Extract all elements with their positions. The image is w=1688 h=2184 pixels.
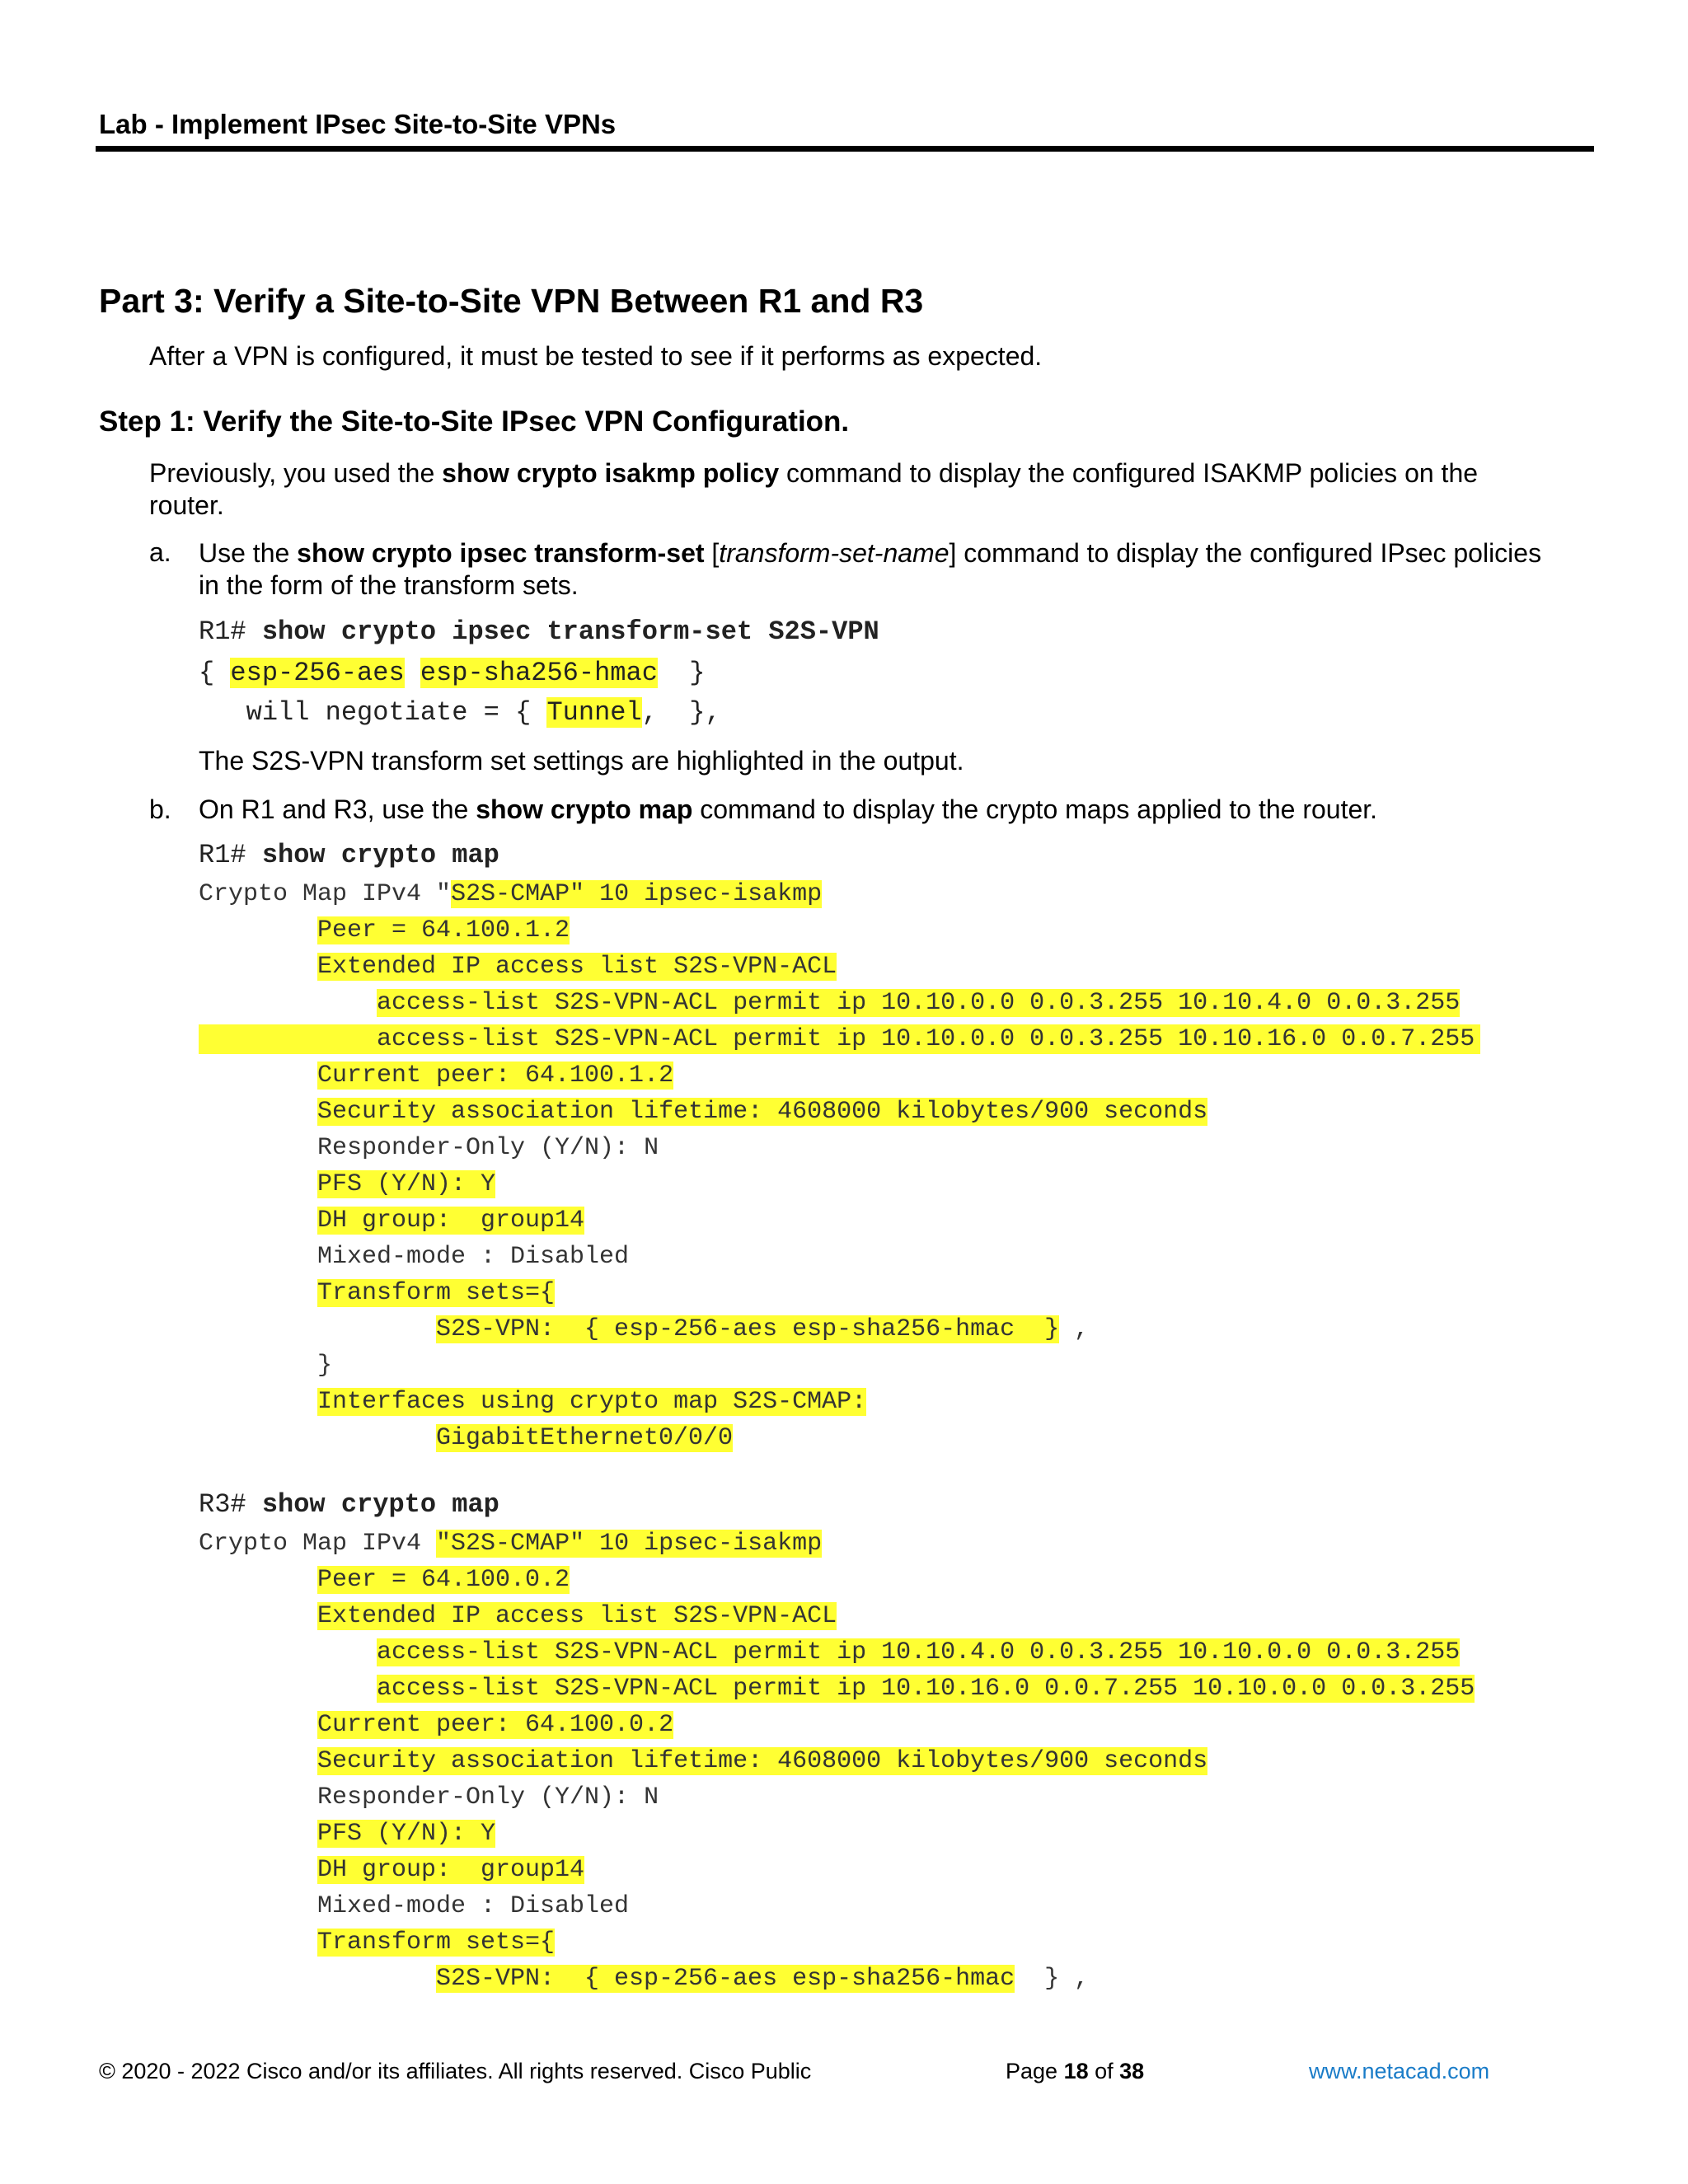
part-title: Part 3: Verify a Site-to-Site VPN Between R1 and R3 [99, 282, 924, 320]
highlight-acl-title: Extended IP access list S2S-VPN-ACL [317, 1602, 837, 1630]
highlight-peer: Peer = 64.100.0.2 [317, 1566, 570, 1594]
page-current: 18 [1063, 2059, 1089, 2083]
r1-mixed-line: Mixed-mode : Disabled [317, 1243, 630, 1271]
r1-cli-command [199, 840, 499, 870]
highlight-acl-entry: access-list S2S-VPN-ACL permit ip 10.10.4.0 0.0.3.255 10.10.0.0 0.0.3.255 [377, 1638, 1461, 1666]
r3-peer-line [317, 1566, 570, 1594]
cli-command: show crypto map [261, 840, 499, 870]
item-a-pre: Use the [199, 538, 298, 568]
highlight-dh: DH group: group14 [317, 1856, 585, 1884]
page-total: 38 [1119, 2059, 1145, 2083]
item-a-note: The S2S-VPN transform set settings are highlighted in the output. [199, 746, 964, 776]
footer-copyright: © 2020 - 2022 Cisco and/or its affiliates. All rights reserved. Cisco Public [99, 2059, 812, 2083]
highlight-current-peer: Current peer: 64.100.0.2 [317, 1711, 674, 1739]
r1-lifetime-line [317, 1098, 1207, 1126]
r1-crypto-map-line [199, 880, 822, 908]
footer-page-number [1006, 2059, 1144, 2084]
cli-prompt: R1# [199, 616, 262, 647]
item-b-pre: On R1 and R3, use the [199, 794, 476, 824]
cli-output-text: } , [1015, 1965, 1090, 1993]
highlight-esp-sha: esp-sha256-hmac [420, 658, 658, 688]
highlight-esp-aes: esp-256-aes [230, 658, 405, 688]
cli-output-text: Crypto Map IPv4 " [199, 880, 452, 908]
cli-output-text: , [1059, 1315, 1090, 1343]
item-a-cmd: show crypto ipsec transform-set [297, 538, 705, 568]
highlight-lifetime: Security association lifetime: 4608000 kilobytes/900 seconds [317, 1098, 1208, 1126]
highlight-lifetime: Security association lifetime: 4608000 kilobytes/900 seconds [317, 1747, 1208, 1775]
cli-command-transform-set [199, 616, 879, 647]
r3-responder-line: Responder-Only (Y/N): N [317, 1783, 659, 1811]
r3-tsets-line [317, 1929, 555, 1957]
highlight-tunnel: Tunnel [546, 697, 642, 728]
r1-pfs-line [317, 1170, 495, 1198]
highlight-crypto-map: "S2S-CMAP" 10 ipsec-isakmp [436, 1530, 823, 1558]
page-label: Page [1006, 2059, 1064, 2083]
highlight-ifaces: Interfaces using crypto map S2S-CMAP: [317, 1388, 867, 1416]
r1-ifaces-line [317, 1388, 866, 1416]
r3-dh-line [317, 1856, 584, 1884]
r3-crypto-map-line [199, 1530, 822, 1558]
r3-current-peer-line [317, 1711, 673, 1739]
highlight-acl-entry: access-list S2S-VPN-ACL permit ip 10.10.16.0 0.0.7.255 10.10.0.0 0.0.3.255 [377, 1675, 1475, 1703]
r1-iface-line [436, 1424, 733, 1452]
r1-peer-line [317, 916, 570, 944]
cli-command: show crypto map [261, 1489, 499, 1520]
cli-prompt: R1# [199, 840, 262, 870]
page-of: of [1088, 2059, 1120, 2083]
step-intro-pre: Previously, you used the [149, 458, 443, 488]
footer-link[interactable]: www.netacad.com [1309, 2059, 1490, 2083]
header-rule [96, 146, 1594, 152]
highlight-acl-entry: access-list S2S-VPN-ACL permit ip 10.10.0.0 0.0.3.255 10.10.4.0 0.0.3.255 [377, 989, 1461, 1017]
item-a-post: ] command to display the configured IPsec policies in the form of the transform sets. [199, 538, 1542, 600]
cli-prompt: R3# [199, 1489, 262, 1520]
r3-acl-entry-1 [377, 1638, 1460, 1666]
highlight-tset-entry: S2S-VPN: { esp-256-aes esp-sha256-hmac } [436, 1315, 1060, 1343]
highlight-pfs: PFS (Y/N): Y [317, 1170, 496, 1198]
r1-current-peer-line [317, 1062, 673, 1090]
highlight-tsets: Transform sets={ [317, 1279, 556, 1307]
highlight-iface: GigabitEthernet0/0/0 [436, 1424, 734, 1452]
highlight-current-peer: Current peer: 64.100.1.2 [317, 1062, 674, 1090]
step-intro-cmd: show crypto isakmp policy [442, 458, 780, 488]
item-a-text [199, 537, 1567, 602]
r3-mixed-line: Mixed-mode : Disabled [317, 1892, 630, 1920]
header-title: Lab - Implement IPsec Site-to-Site VPNs [99, 109, 617, 139]
highlight-dh: DH group: group14 [317, 1207, 585, 1235]
item-b-text [199, 794, 1377, 825]
r1-acl-entry-2 [377, 1025, 1475, 1053]
cli-output-text: Crypto Map IPv4 [199, 1530, 437, 1558]
cli-output-negotiate-line [199, 697, 721, 728]
cli-output-text: } [657, 658, 706, 688]
step-intro-post: command to display the configured ISAKMP policies on the router. [149, 458, 1479, 520]
step-intro [149, 457, 1550, 522]
item-b-marker: b. [149, 794, 171, 824]
r1-tsets-line [317, 1279, 555, 1307]
item-b-post: command to display the crypto maps applied to the router. [692, 794, 1378, 824]
cli-output-text: will negotiate = { [199, 697, 547, 728]
r1-tset-entry-line [436, 1315, 1089, 1343]
cli-output-text: , }, [641, 697, 721, 728]
highlight-tsets: Transform sets={ [317, 1929, 556, 1957]
r3-acl-title-line [317, 1602, 837, 1630]
r1-responder-line: Responder-Only (Y/N): N [317, 1134, 659, 1162]
highlight-pfs: PFS (Y/N): Y [317, 1820, 496, 1848]
step-title: Step 1: Verify the Site-to-Site IPsec VPN Configuration. [99, 405, 850, 438]
cli-command: show crypto ipsec transform-set S2S-VPN [261, 616, 879, 647]
highlight-tset-entry: S2S-VPN: { esp-256-aes esp-sha256-hmac [436, 1965, 1015, 1993]
r1-acl-entry-1 [377, 989, 1460, 1017]
r1-close-brace-line: } [317, 1352, 333, 1380]
r3-lifetime-line [317, 1747, 1207, 1775]
item-a-arg: transform-set-name [719, 538, 950, 568]
r3-tset-entry-line [436, 1965, 1089, 1993]
r1-dh-line [317, 1207, 584, 1235]
item-b-cmd: show crypto map [476, 794, 693, 824]
part-intro: After a VPN is configured, it must be tested to see if it performs as expected. [149, 341, 1043, 371]
cli-output-transform-line [199, 658, 706, 688]
r3-pfs-line [317, 1820, 495, 1848]
highlight-peer: Peer = 64.100.1.2 [317, 916, 570, 944]
item-a-marker: a. [149, 537, 171, 567]
r1-acl-title-line [317, 953, 837, 981]
cli-output-text: { [199, 658, 231, 688]
highlight-acl-entry: access-list S2S-VPN-ACL permit ip 10.10.0.0 0.0.3.255 10.10.16.0 0.0.7.255 [377, 1025, 1475, 1053]
item-a-mid: [ [704, 538, 720, 568]
highlight-acl-title: Extended IP access list S2S-VPN-ACL [317, 953, 837, 981]
r3-cli-command [199, 1489, 499, 1520]
r3-acl-entry-2 [377, 1675, 1475, 1703]
highlight-crypto-map: S2S-CMAP" 10 ipsec-isakmp [451, 880, 823, 908]
